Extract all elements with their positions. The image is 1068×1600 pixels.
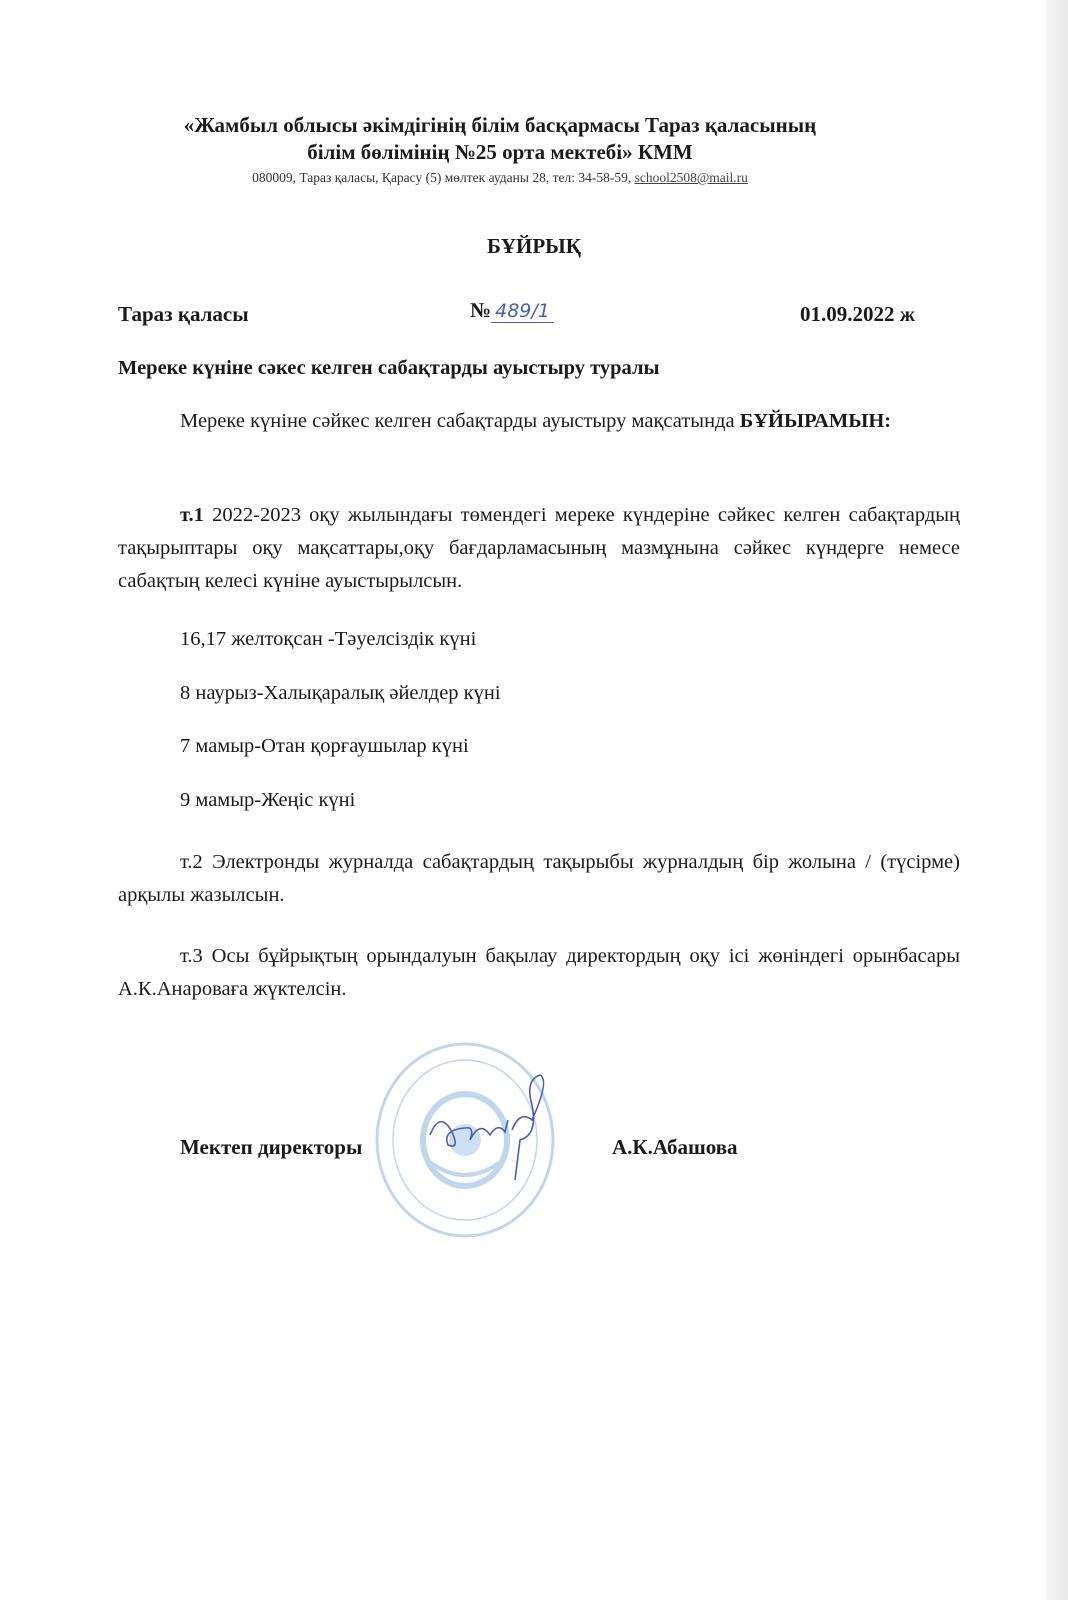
number-prefix: № <box>470 298 492 322</box>
signature-icon <box>420 1060 560 1190</box>
subject: Мереке күніне сәкес келген сабақтарды ауыстыру туралы <box>118 357 660 379</box>
header-line-2: білім бөлімінің №25 орта мектебі» КММ <box>307 140 693 164</box>
point-label: т.3 <box>180 945 203 967</box>
point-3 <box>118 940 960 1006</box>
holiday-item: 9 мамыр-Жеңіс күні <box>180 789 356 811</box>
handwritten-number: 489/1 <box>491 300 554 323</box>
intro-text: Мереке күніне сәйкес келген сабақтарды ауыстыру мақсатында <box>180 410 740 432</box>
point-text: Электронды журналда сабақтардың тақырыбы журналдың бір жолына / (түсірме) арқылы жазылсын. <box>118 851 960 906</box>
point-text: Осы бұйрықтың орындалуын бақылау директордың оқу ісі жөніндегі орынбасары А.К.Анароваға жүктелсін. <box>118 945 960 1000</box>
command: БҰЙЫРАМЫН: <box>739 410 892 432</box>
signature-name: А.К.Абашова <box>612 1135 738 1159</box>
city: Тараз қаласы <box>118 302 249 326</box>
intro-paragraph <box>118 405 960 438</box>
date: 01.09.2022 ж <box>800 302 915 326</box>
point-text: 2022-2023 оқу жылындағы төмендегі мереке күндеріне сәйкес келген сабақтардың тақырыптары оқу мақсаттары,оқу бағдарламасының мазмұнына сәйкес күндерге немесе сабақтың келесі күніне ауыстырылсын. <box>118 504 960 592</box>
header-address <box>0 170 1000 186</box>
order-number <box>470 298 554 323</box>
point-label: т.2 <box>180 851 203 873</box>
holiday-item: 16,17 желтоқсан -Тәуелсіздік күні <box>180 628 477 650</box>
email-link[interactable]: school2508@mail.ru <box>634 170 748 185</box>
doc-type: БҰЙРЫҚ <box>486 234 582 258</box>
address-text: 080009, Тараз қаласы, Қарасу (5) мөлтек ауданы 28, тел: 34-58-59, <box>252 170 635 185</box>
holiday-item: 8 наурыз-Халықаралық әйелдер күні <box>180 682 501 704</box>
point-1 <box>118 499 960 598</box>
point-label: т.1 <box>180 504 204 526</box>
holiday-item: 7 мамыр-Отан қорғаушылар күні <box>180 735 469 757</box>
header-line-1: «Жамбыл облысы әкімдігінің білім басқармасы Тараз қаласының <box>183 113 817 137</box>
signature-position: Мектеп директоры <box>180 1135 363 1159</box>
point-2 <box>118 846 960 912</box>
